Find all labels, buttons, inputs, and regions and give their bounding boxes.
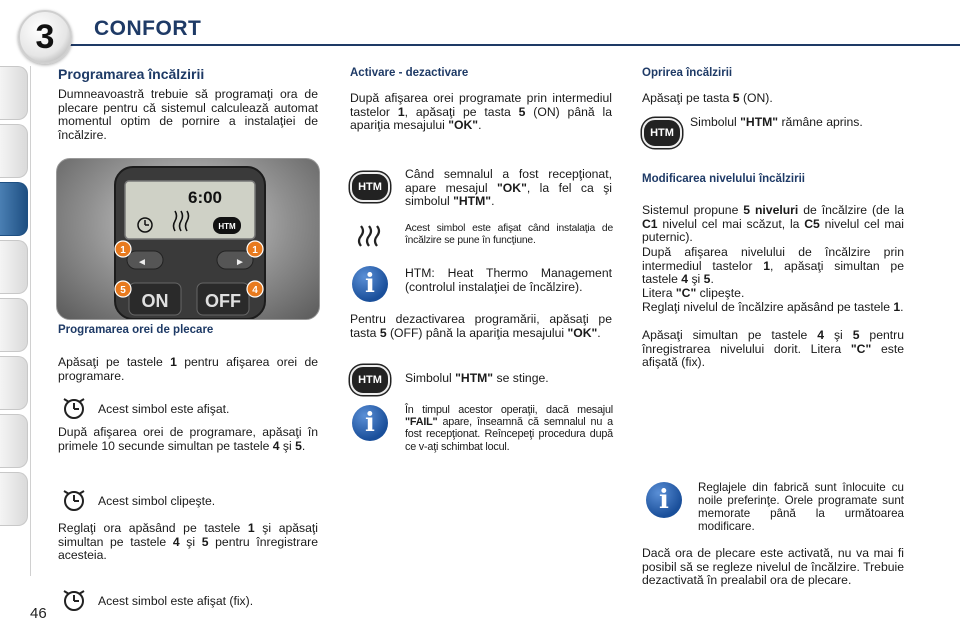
- chapter-badge: 3: [18, 10, 72, 64]
- callout-5: 5: [120, 285, 126, 296]
- page-number: 46: [30, 605, 47, 622]
- heating-symbol-icon: [352, 220, 388, 252]
- heating-symbol-note: Acest simbol este afişat când instalaţia de încălzire se pune în funcţiune.: [405, 223, 613, 246]
- clock-fixed-icon: [58, 584, 92, 616]
- heading-heating-level: Modificarea nivelului încălzirii: [642, 173, 805, 185]
- header-rule: [60, 44, 960, 46]
- section-heading-heating-programming: Programarea încălzirii: [58, 66, 205, 82]
- chapter-tab-8[interactable]: [0, 472, 28, 526]
- callout-4: 4: [252, 285, 258, 296]
- fail-warning-note: În timpul acestor operaţii, dacă mesajul "FAIL" apare, înseamnă că semnalul nu a fost recepţionat. Reîncepeţi procedura după ce v-aţi schimbat locul.: [405, 404, 613, 453]
- remote-left-arrow: ◄: [137, 257, 147, 268]
- symbol-note-2: Acest simbol clipeşte.: [98, 494, 216, 508]
- factory-settings-note: Reglajele din fabrică sunt înlocuite cu noile preferinţe. Orele programate sunt memorate până la următoarea modificare.: [698, 481, 904, 533]
- callout-1-left: 1: [120, 245, 126, 256]
- info-icon: i: [646, 482, 682, 518]
- htm-icon: HTM: [350, 172, 390, 202]
- htm-definition: HTM: Heat Thermo Management (controlul instalaţiei de încălzire).: [405, 266, 612, 294]
- clock-arrow-icon: [58, 392, 92, 424]
- col3-paragraph-2: Sistemul propune 5 niveluri de încălzire (de la C1 nivelul cel mai scăzut, la C5 nivelul cel mai puternic).: [642, 203, 905, 244]
- col3-paragraph-6: Apăsaţi simultan pe tastele 4 şi 5 pentru înregistrarea nivelului dorit. Litera "C" este afişată (fix).: [642, 328, 904, 369]
- chapter-tab-4[interactable]: [0, 240, 28, 294]
- symbol-note-1: Acest simbol este afişat.: [98, 402, 230, 416]
- htm-stays-on-note: Simbolul "HTM" rămâne aprins.: [690, 115, 863, 129]
- info-icon: i: [352, 266, 388, 302]
- intro-paragraph: Dumneavoastră trebuie să programaţi ora de plecare pentru că sistemul calculează automat momentul optim de pornire a instalaţiei de încălzire.: [58, 87, 318, 142]
- chapter-tab-2[interactable]: [0, 124, 28, 178]
- col3-paragraph-5: Reglaţi nivelul de încălzire apăsând pe tastele 1.: [642, 300, 904, 314]
- chapter-tab-1[interactable]: [0, 66, 28, 120]
- htm-off-note: Simbolul "HTM" se stinge.: [405, 371, 549, 385]
- col1-paragraph-3: Reglaţi ora apăsând pe tastele 1 şi apăsaţi simultan pe tastele 4 şi 5 pentru înregistrare acesteia.: [58, 521, 318, 562]
- heading-activation: Activare - dezactivare: [350, 67, 469, 79]
- remote-off-label: OFF: [205, 291, 241, 311]
- col2-paragraph-2: Pentru dezactivarea programării, apăsaţi pe tasta 5 (OFF) până la apariţia mesajului "OK".: [350, 312, 612, 340]
- sub-heading-departure-time: Programarea orei de plecare: [58, 324, 214, 336]
- col1-paragraph-1: Apăsaţi pe tastele 1 pentru afişarea orei de programare.: [58, 355, 318, 383]
- col2-paragraph-1: După afişarea orei programate prin intermediul tastelor 1, apăsaţi pe tasta 5 (ON) până la apariţia mesajului "OK".: [350, 91, 612, 132]
- heading-stop-heating: Oprirea încălzirii: [642, 67, 733, 79]
- symbol-note-3: Acest simbol este afişat (fix).: [98, 594, 254, 608]
- remote-on-label: ON: [141, 291, 169, 311]
- page-title: CONFORT: [94, 17, 202, 40]
- chapter-tab-6[interactable]: [0, 356, 28, 410]
- remote-control-illustration: [57, 159, 319, 319]
- col3-paragraph-7: Dacă ora de plecare este activată, nu va mai fi posibil să se regleze nivelul de încălzire. Trebuie dezactivată în prealabil ora de plecare.: [642, 546, 904, 587]
- chapter-tab-5[interactable]: [0, 298, 28, 352]
- remote-display-time: 6:00: [187, 188, 223, 207]
- info-icon: i: [352, 405, 388, 441]
- chapter-tab-7[interactable]: [0, 414, 28, 468]
- col3-paragraph-4: Litera "C" clipeşte.: [642, 286, 745, 300]
- htm-icon: HTM: [642, 118, 682, 148]
- remote-display-htm-text: HTM: [218, 222, 236, 231]
- col3-paragraph-1: Apăsaţi pe tasta 5 (ON).: [642, 91, 773, 105]
- callout-1-right: 1: [252, 245, 258, 256]
- col3-paragraph-3: După afişarea nivelului de încălzire prin intermediul tastelor 1, apăsaţi simultan pe tastele 4 şi 5.: [642, 245, 904, 286]
- remote-right-arrow: ►: [235, 257, 245, 268]
- clock-blinking-icon: [58, 484, 92, 516]
- col1-paragraph-2: După afişarea orei de programare, apăsaţi în primele 10 secunde simultan pe tastele 4 şi 5.: [58, 425, 318, 453]
- chapter-tabs: [0, 66, 28, 530]
- htm-icon: HTM: [350, 365, 390, 395]
- remote-control-photo: [56, 158, 320, 320]
- sidebar-divider: [30, 66, 31, 576]
- chapter-tab-3-active[interactable]: [0, 182, 28, 236]
- htm-received-note: Când semnalul a fost recepţionat, apare mesajul "OK", la fel ca şi simbolul "HTM".: [405, 167, 612, 208]
